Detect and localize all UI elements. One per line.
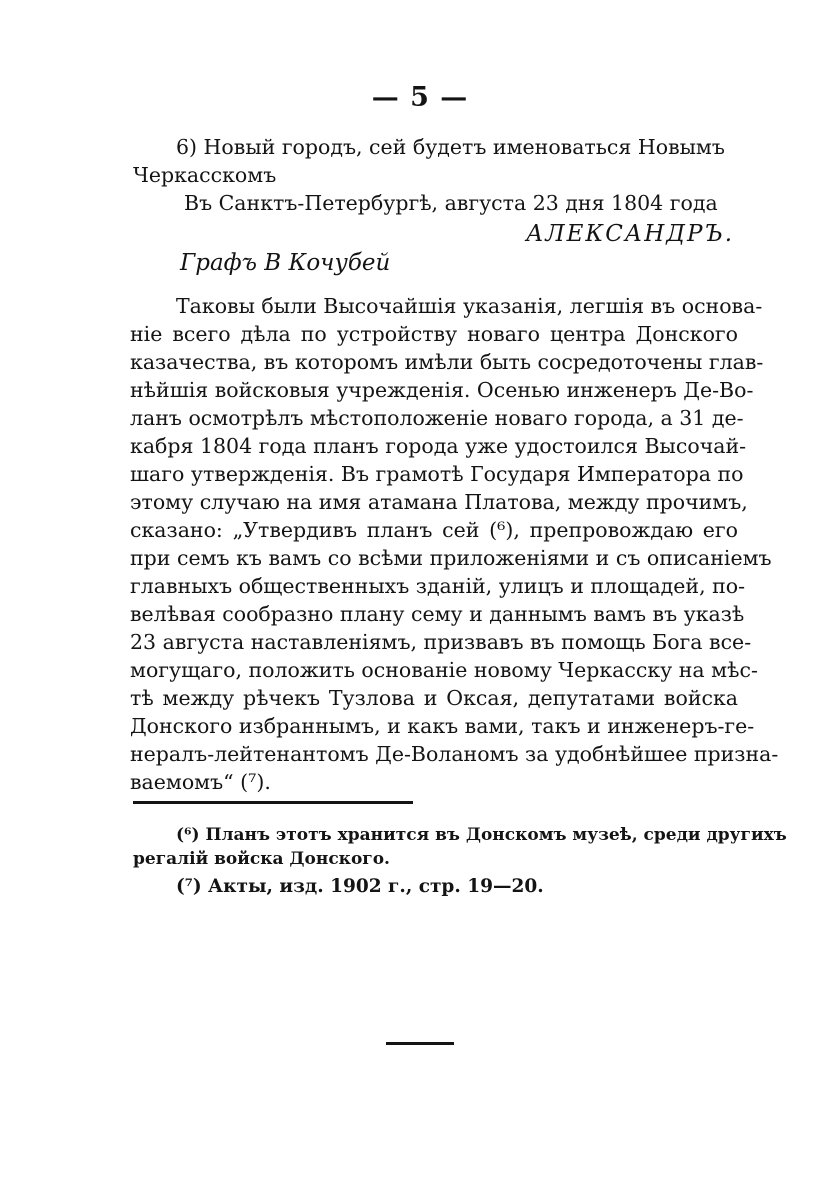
paragraph-line: этому случаю на имя атамана Платова, между прочимъ, bbox=[130, 490, 748, 514]
paragraph-line: тѣ между рѣчекъ Тузлова и Оксая, депутатами войска bbox=[130, 686, 738, 710]
decree-place-date: Въ Санктъ-Петербургѣ, августа 23 дня 1804 года bbox=[184, 191, 718, 215]
footnote-7: (⁷) Акты, изд. 1902 г., стр. 19—20. bbox=[176, 876, 544, 897]
decree-item-6-line-2: Черкасскомъ bbox=[133, 163, 277, 187]
paragraph-line: ніе всего дѣла по устройству новаго центра Донского bbox=[130, 322, 738, 346]
signature-count: Графъ В Кочубей bbox=[180, 250, 391, 276]
paragraph-line: велѣвая сообразно плану сему и даннымъ вамъ въ указѣ bbox=[130, 602, 745, 626]
end-rule bbox=[386, 1042, 454, 1045]
paragraph-line: шаго утвержденія. Въ грамотѣ Государя Императора по bbox=[130, 462, 744, 486]
paragraph-line: 23 августа наставленіямъ, призвавъ въ помощь Бога все- bbox=[130, 630, 752, 654]
decree-item-6-line-1: 6) Новый городъ, сей будетъ именоваться Новымъ bbox=[176, 135, 725, 159]
paragraph-line: Донского избраннымъ, и какъ вами, такъ и инженеръ-ге- bbox=[130, 714, 755, 738]
paragraph-line: ланъ осмотрѣлъ мѣстоположеніе новаго города, а 31 де- bbox=[130, 406, 744, 430]
paragraph-line: нѣйшія войсковыя учрежденія. Осенью инженеръ Де-Во- bbox=[130, 378, 754, 402]
paragraph-line: при семъ къ вамъ со всѣми приложеніями и съ описаніемъ bbox=[130, 546, 772, 570]
signature-emperor: АЛЕКСАНДРЪ. bbox=[526, 221, 735, 247]
paragraph-line: кабря 1804 года планъ города уже удостоился Высочай- bbox=[130, 434, 747, 458]
footnote-6-line-1: (⁶) Планъ этотъ хранится въ Донскомъ музеѣ, среди другихъ bbox=[176, 825, 787, 845]
footnote-divider bbox=[133, 801, 413, 804]
paragraph-line: сказано: „Утвердивъ планъ сей (⁶), препровождаю его bbox=[130, 518, 738, 542]
paragraph-line: казачества, въ которомъ имѣли быть сосредоточены глав- bbox=[130, 350, 764, 374]
paragraph-line: ваемомъ“ (⁷). bbox=[130, 770, 271, 794]
paragraph-line: могущаго, положить основаніе новому Черкасску на мѣс- bbox=[130, 658, 758, 682]
footnote-6-line-2: регалій войска Донского. bbox=[133, 849, 390, 869]
paragraph-line: Таковы были Высочайшія указанія, легшія въ основа- bbox=[176, 294, 763, 318]
paragraph-line: нералъ-лейтенантомъ Де-Воланомъ за удобнѣйшее призна- bbox=[130, 742, 779, 766]
paragraph-line: главныхъ общественныхъ зданій, улицъ и площадей, по- bbox=[130, 574, 746, 598]
page-number: — 5 — bbox=[371, 82, 469, 113]
